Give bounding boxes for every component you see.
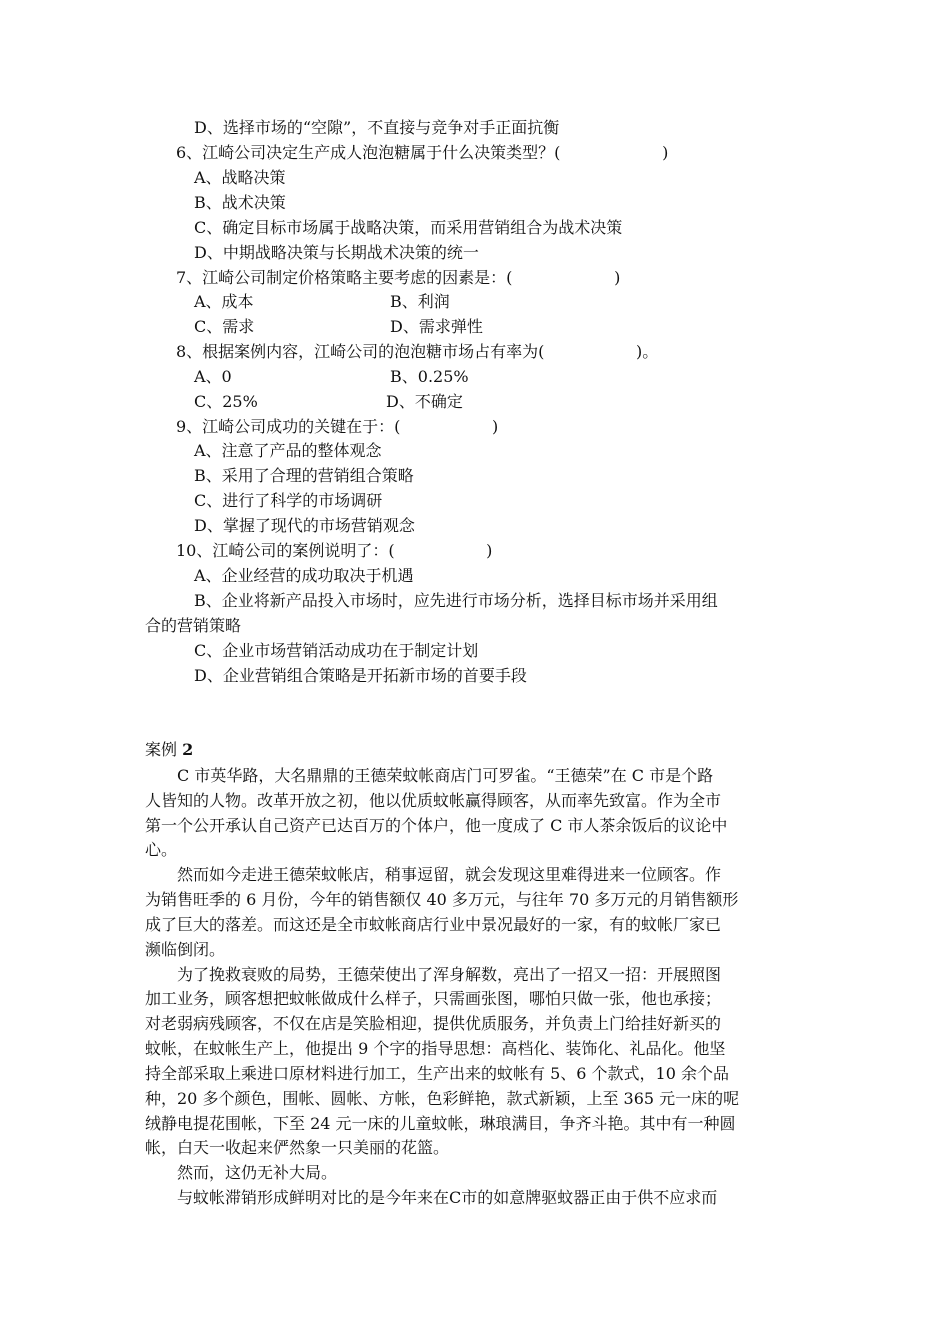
q7-option-a: A、成本 bbox=[194, 292, 254, 311]
q9-option-a: A、注意了产品的整体观念 bbox=[194, 441, 382, 460]
q7-option-c: C、需求 bbox=[194, 317, 255, 336]
q7-stem: 7、江崎公司制定价格策略主要考虑的因素是：( ) bbox=[176, 268, 621, 287]
q10-option-b-line2: 合的营销策略 bbox=[145, 616, 242, 635]
case2-line-9: 为了挽救衰败的局势，王德荣使出了浑身解数，亮出了一招又一招：开展照图 bbox=[177, 965, 722, 984]
q10-option-d: D、企业营销组合策略是开拓新市场的首要手段 bbox=[194, 666, 527, 685]
q8-option-c: C、25% bbox=[194, 392, 258, 411]
case2-line-10: 加工业务，顾客想把蚊帐做成什么样子，只需画张图，哪怕只做一张，他也承接； bbox=[145, 989, 722, 1008]
q10-option-b-line1: B、企业将新产品投入市场时，应先进行市场分析，选择目标市场并采用组 bbox=[194, 591, 718, 610]
q9-stem: 9、江崎公司成功的关键在于：( ) bbox=[176, 417, 499, 436]
case2-line-11: 对老弱病残顾客，不仅在店是笑脸相迎，提供优质服务，并负责上门给挂好新买的 bbox=[145, 1014, 722, 1033]
q9-option-c: C、进行了科学的市场调研 bbox=[194, 491, 383, 510]
case2-line-3: 第一个公开承认自己资产已达百万的个体户，他一度成了 C 市人茶余饭后的议论中 bbox=[145, 816, 728, 835]
q8-option-a: A、0 bbox=[194, 367, 232, 386]
q7-option-b: B、利润 bbox=[390, 292, 450, 311]
q5-option-d: D、选择市场的“空隙”，不直接与竞争对手正面抗衡 bbox=[194, 118, 560, 137]
case2-line-5: 然而如今走进王德荣蚊帐店，稍事逗留，就会发现这里难得进来一位顾客。作 bbox=[177, 865, 722, 884]
q8-stem: 8、根据案例内容，江崎公司的泡泡糖市场占有率为( )。 bbox=[176, 342, 659, 361]
q7-option-d: D、需求弹性 bbox=[390, 317, 483, 336]
case2-line-17: 然而，这仍无补大局。 bbox=[177, 1163, 338, 1182]
case2-line-1: C 市英华路，大名鼎鼎的王德荣蚊帐商店门可罗雀。“王德荣”在 C 市是个路 bbox=[177, 766, 714, 785]
case2-line-12: 蚊帐，在蚊帐生产上，他提出 9 个字的指导思想：高档化、装饰化、礼品化。他坚 bbox=[145, 1039, 726, 1058]
q6-option-d: D、中期战略决策与长期战术决策的统一 bbox=[194, 243, 479, 262]
q10-option-a: A、企业经营的成功取决于机遇 bbox=[194, 566, 414, 585]
q6-option-a: A、战略决策 bbox=[194, 168, 286, 187]
q10-stem: 10、江崎公司的案例说明了：( ) bbox=[176, 541, 493, 560]
case2-line-13: 持全部采取上乘进口原材料进行加工，生产出来的蚊帐有 5、6 个款式，10 余个品 bbox=[145, 1064, 729, 1083]
q6-option-c: C、确定目标市场属于战略决策，而采用营销组合为战术决策 bbox=[194, 218, 623, 237]
q6-stem: 6、江崎公司决定生产成人泡泡糖属于什么决策类型？( ) bbox=[176, 143, 669, 162]
q9-option-b: B、采用了合理的营销组合策略 bbox=[194, 466, 414, 485]
case2-line-2: 人皆知的人物。改革开放之初，他以优质蚊帐赢得顾客，从而率先致富。作为全市 bbox=[145, 791, 722, 810]
case2-title-number: 2 bbox=[182, 740, 194, 759]
q9-option-d: D、掌握了现代的市场营销观念 bbox=[194, 516, 415, 535]
q6-option-b: B、战术决策 bbox=[194, 193, 286, 212]
case2-line-18: 与蚊帐滞销形成鲜明对比的是今年来在C市的如意牌驱蚊器正由于供不应求而 bbox=[177, 1188, 718, 1207]
case2-line-7: 成了巨大的落差。而这还是全市蚊帐商店行业中景况最好的一家，有的蚊帐厂家已 bbox=[145, 915, 722, 934]
q10-option-c: C、企业市场营销活动成功在于制定计划 bbox=[194, 641, 479, 660]
case2-line-6: 为销售旺季的 6 月份，今年的销售额仅 40 多万元，与往年 70 多万元的月销售额形 bbox=[145, 890, 739, 909]
case2-line-14: 种，20 多个颜色，围帐、圆帐、方帐，色彩鲜艳，款式新颖，上至 365 元一床的呢 bbox=[145, 1089, 740, 1108]
case2-line-16: 帐，白天一收起来俨然象一只美丽的花篮。 bbox=[145, 1138, 450, 1157]
case2-title bbox=[145, 740, 193, 760]
q8-option-b: B、0.25% bbox=[390, 367, 469, 386]
case2-line-15: 绒静电提花围帐，下至 24 元一床的儿童蚊帐，琳琅满目，争齐斗艳。其中有一种圆 bbox=[145, 1114, 736, 1133]
case2-title-prefix: 案例 bbox=[145, 740, 183, 759]
case2-line-4: 心。 bbox=[145, 840, 178, 859]
q8-option-d: D、不确定 bbox=[386, 392, 463, 411]
case2-line-8: 濒临倒闭。 bbox=[145, 940, 226, 959]
